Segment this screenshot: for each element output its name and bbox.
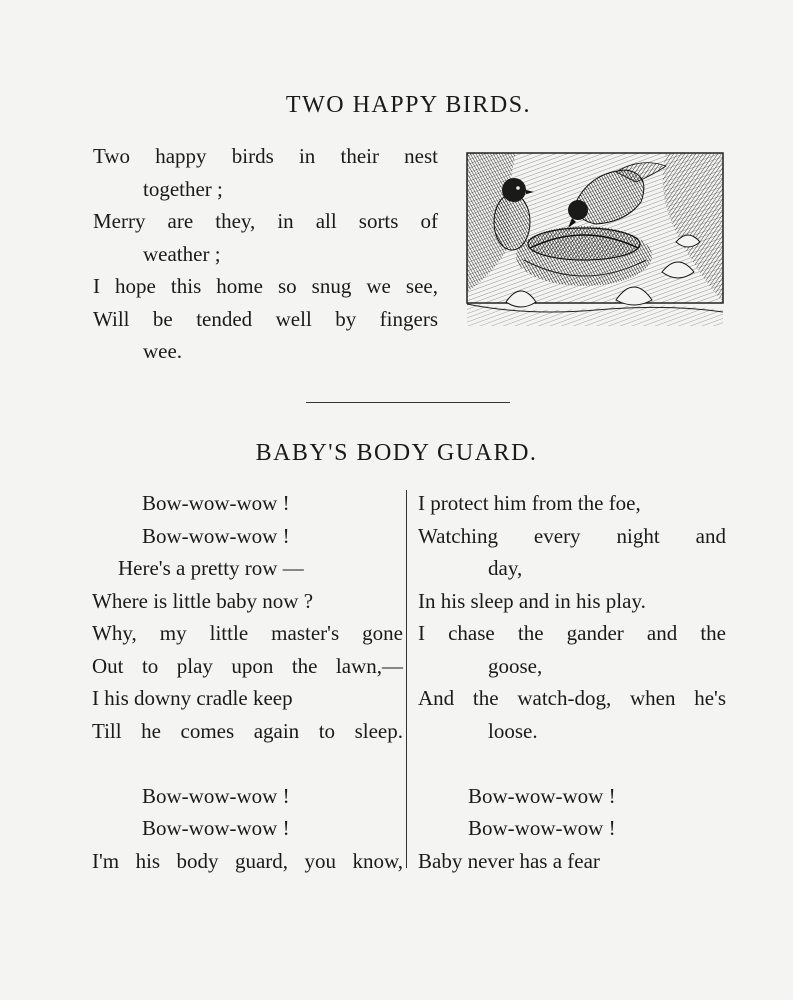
poem-line: I hope this home so snug we see, (93, 274, 438, 298)
poem-line: goose, (488, 653, 543, 678)
poem-line: Merry are they, in all sorts of (93, 209, 438, 233)
poem-line: wee. (143, 339, 183, 363)
poem-line: Bow-wow-wow ! (142, 783, 290, 808)
poem-title-two-happy-birds: TWO HAPPY BIRDS. (285, 92, 532, 118)
poem-line: Baby never has a fear (418, 848, 600, 873)
poem-line: I his downy cradle keep (92, 686, 293, 710)
poem-line: day, (488, 556, 523, 580)
poem-left-column (92, 487, 403, 877)
poem-line: Till he comes again to sleep. (92, 718, 403, 743)
poem-line: And the watch-dog, when he's (418, 686, 726, 710)
poem-line: Bow-wow-wow ! (468, 783, 616, 808)
poem-line: I'm his body guard, you know, (92, 848, 403, 873)
section-divider (306, 402, 510, 403)
poem-two-happy-birds (93, 140, 438, 368)
poem-line: Bow-wow-wow ! (142, 523, 290, 548)
poem-line: Why, my little master's gone (92, 621, 403, 645)
poem-line: Out to play upon the lawn,— (92, 653, 403, 678)
poem-title-babys-body-guard: BABY'S BODY GUARD. (255, 440, 538, 466)
poem-line: Bow-wow-wow ! (142, 816, 290, 840)
birds-nest-engraving-icon (466, 152, 724, 326)
poem-line: Bow-wow-wow ! (142, 491, 290, 515)
poem-line (418, 747, 726, 780)
poem-line (92, 747, 403, 780)
column-rule (406, 490, 407, 868)
poem-line: weather ; (143, 241, 221, 266)
poem-line: loose. (488, 718, 538, 743)
poem-right-column (418, 487, 726, 877)
poem-line: In his sleep and in his play. (418, 588, 646, 613)
poem-line: Will be tended well by fingers (93, 306, 438, 331)
poem-line: Bow-wow-wow ! (468, 816, 616, 840)
poem-line: I chase the gander and the (418, 621, 726, 645)
poem-line: Here's a pretty row — (118, 556, 304, 580)
poem-line: Two happy birds in their nest (93, 144, 438, 168)
poem-line: together ; (143, 176, 223, 201)
poem-line: I protect him from the foe, (418, 491, 641, 515)
poem-line: Watching every night and (418, 523, 726, 548)
poem-line: Where is little baby now ? (92, 588, 314, 613)
